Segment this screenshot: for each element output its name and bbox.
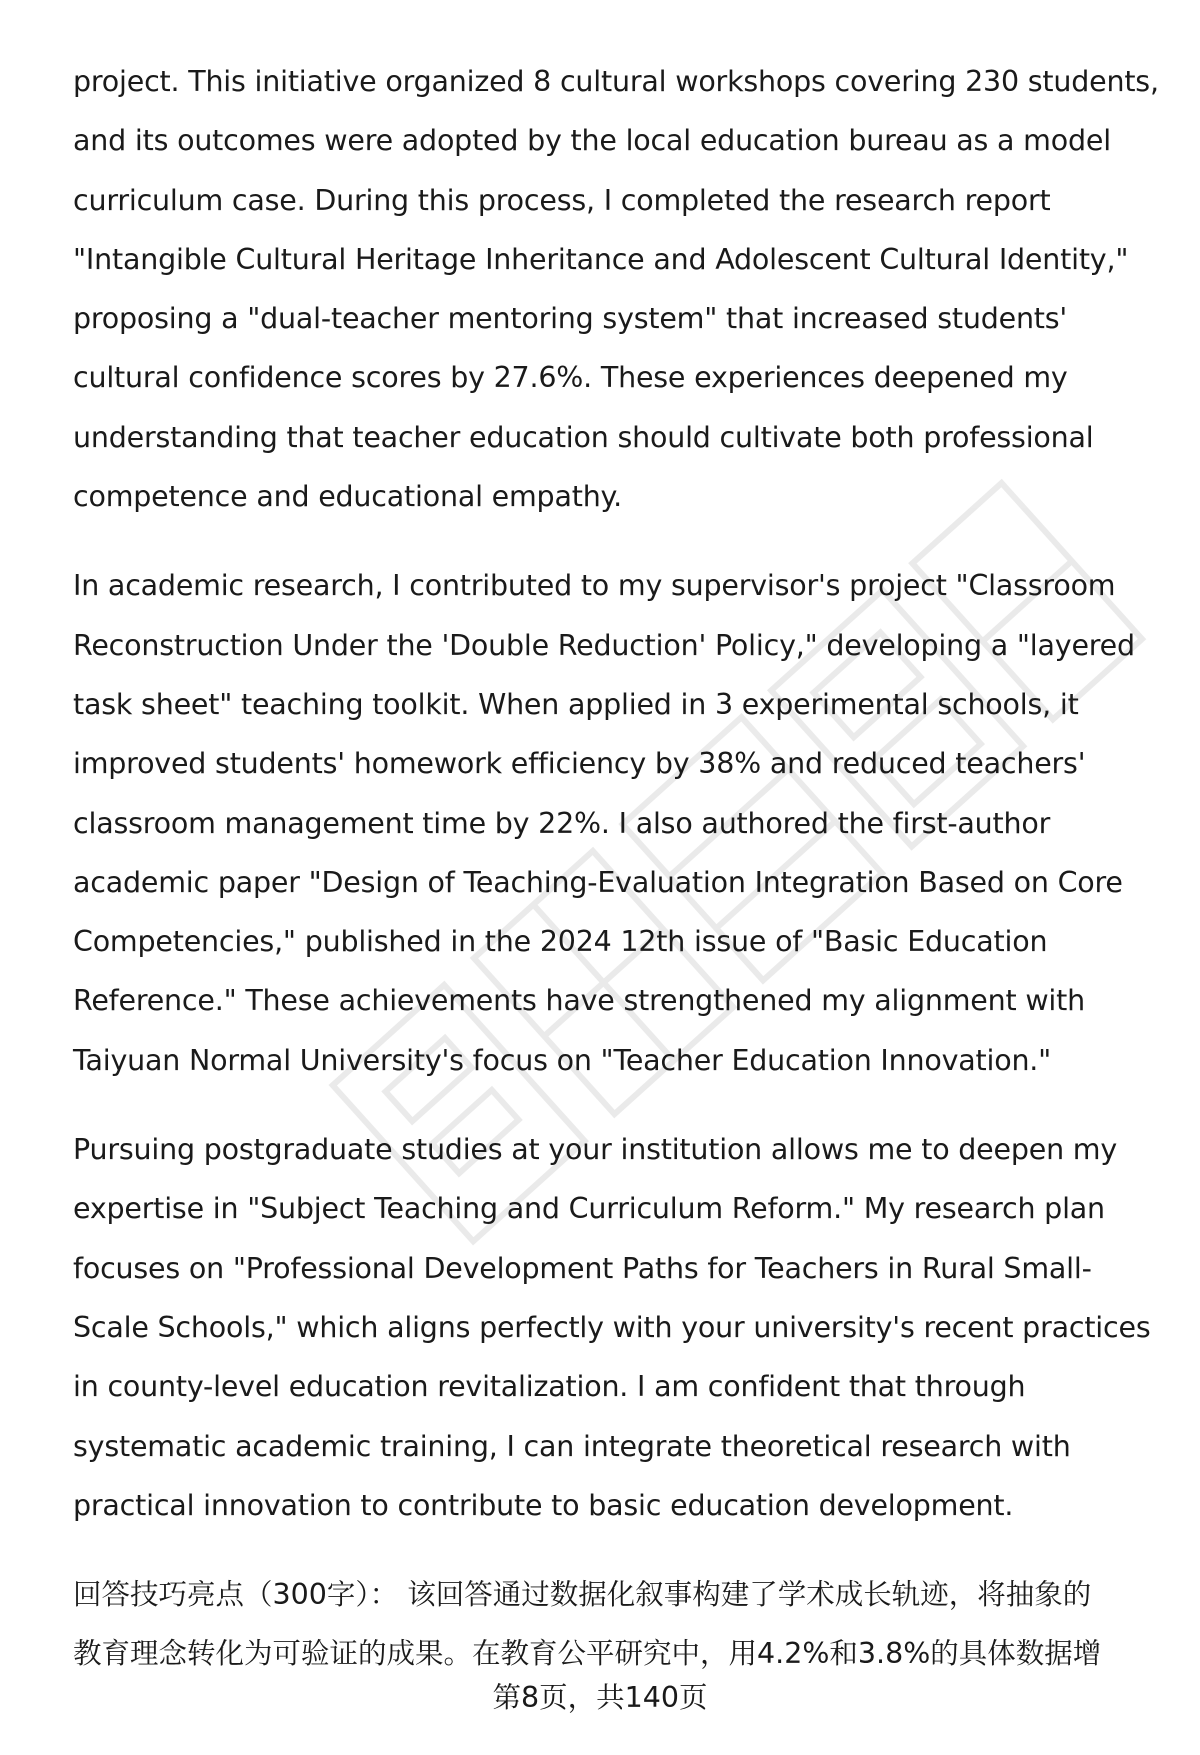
paragraph: Pursuing postgraduate studies at your institution allows me to deepen my expertise in "Subject Teaching and Curriculum Reform." My research plan focuses on "Professional Development Paths for Teachers in Rural Small-Scale Schools," which aligns perfectly with your university's recent practices in county-level education revitalization. I am confident that through systematic academic training, I can integrate theoretical research with practical innovation to contribute to basic education development. <box>73 1133 1151 1522</box>
answer-tips-line: 教育理念转化为可验证的成果。在教育公平研究中，用4.2%和3.8%的具体数据增 <box>73 1637 1102 1671</box>
document-body <box>73 52 1163 1683</box>
paragraph: In academic research, I contributed to my supervisor's project "Classroom Reconstruction Under the 'Double Reduction' Policy," developing a "layered task sheet" teaching toolkit. When applied in 3 experimental schools, it improved students' homework efficiency by 38% and reduced teachers' classroom management time by 22%. I also authored the first-author academic paper "Design of Teaching-Evaluation Integration Based on Core Competencies," published in the 2024 12th issue of "Basic Education Reference." These achievements have strengthened my alignment with Taiyuan Normal University's focus on "Teacher Education Innovation." <box>73 569 1135 1077</box>
paragraph: project. This initiative organized 8 cultural workshops covering 230 students, and its outcomes were adopted by the local education bureau as a model curriculum case. During this process, I completed the research report "Intangible Cultural Heritage Inheritance and Adolescent Cultural Identity," proposing a "dual-teacher mentoring system" that increased students' cultural confidence scores by 27.6%. These experiences deepened my understanding that teacher education should cultivate both professional competence and educational empathy. <box>73 65 1159 514</box>
answer-tips-line: 回答技巧亮点（300字）： 该回答通过数据化叙事构建了学术成长轨迹，将抽象的 <box>73 1578 1092 1612</box>
page-indicator: 第8页，共140页 <box>0 1680 1200 1716</box>
